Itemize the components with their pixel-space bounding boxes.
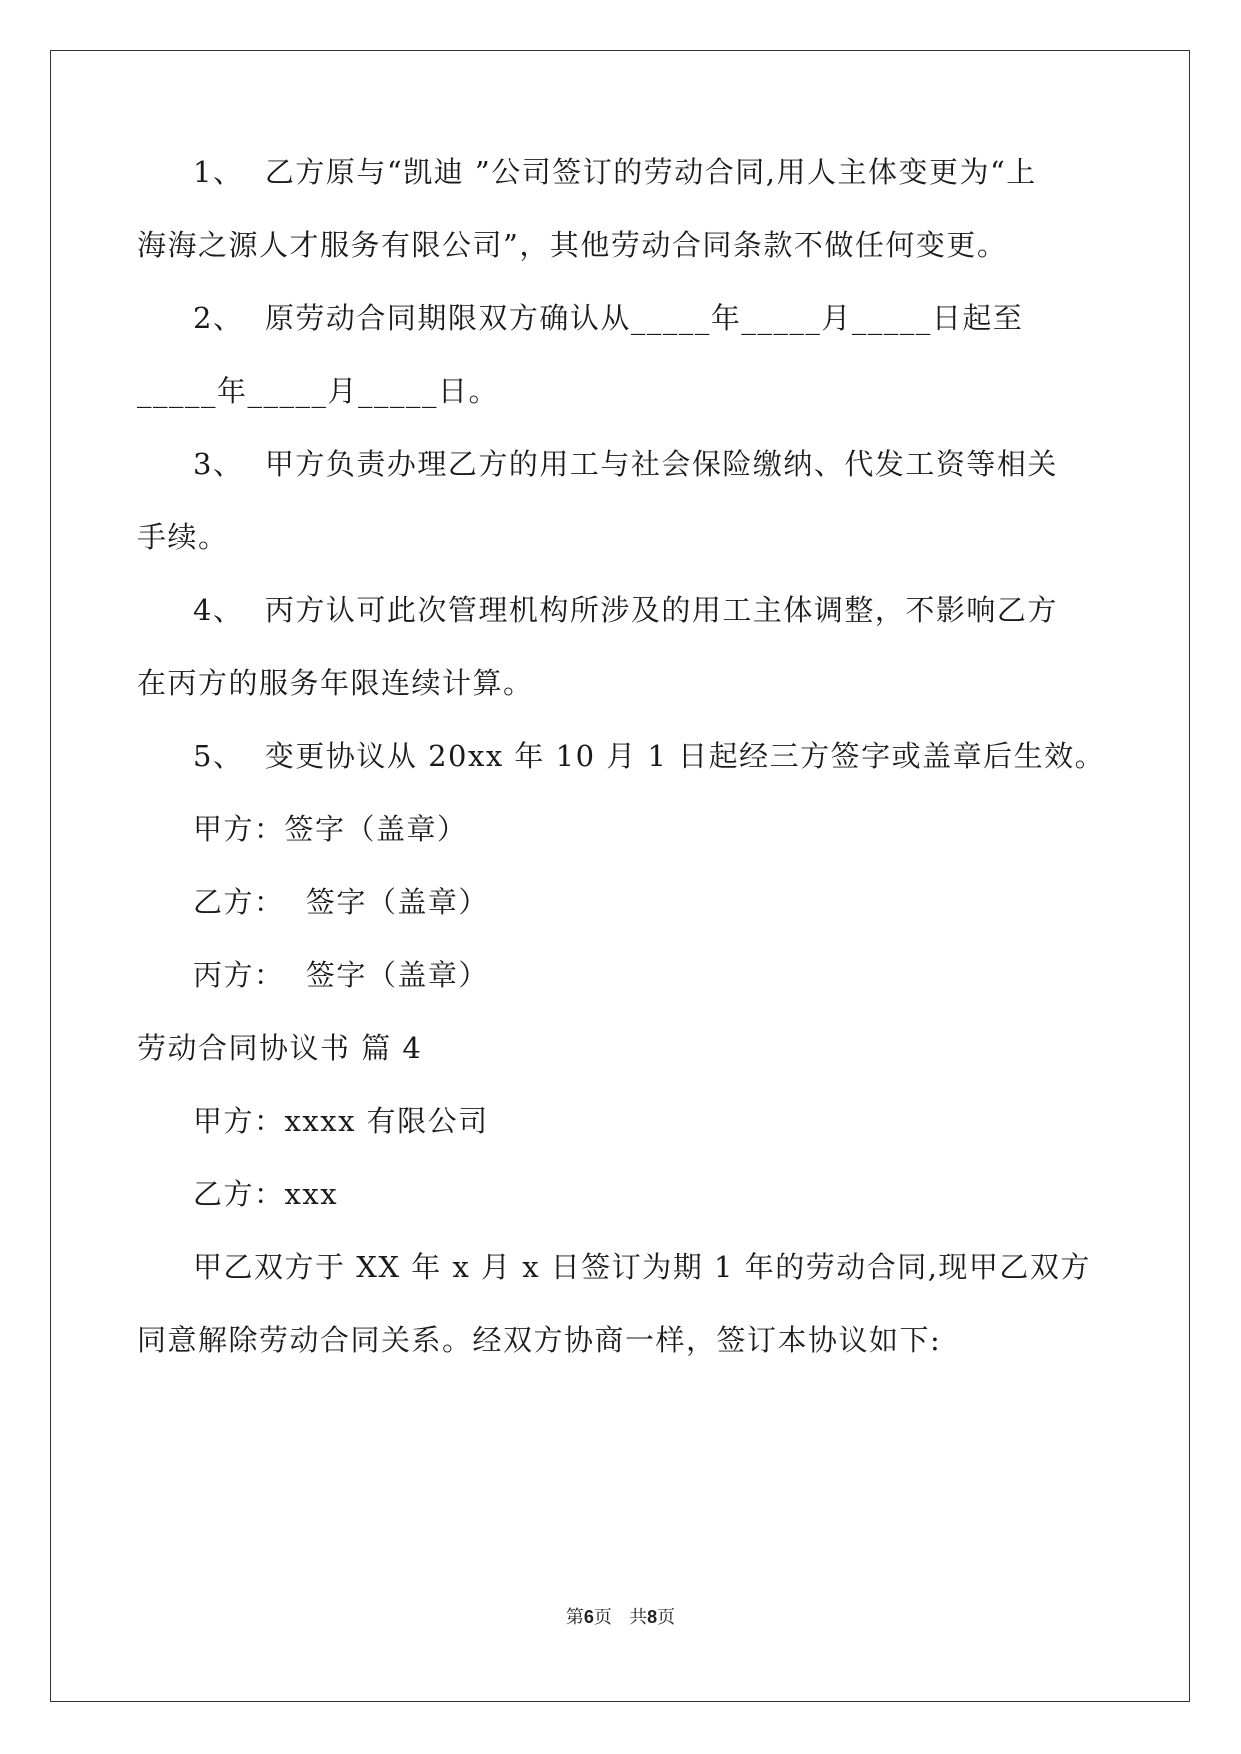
paragraph-4-line-2: 在丙方的服务年限连续计算。: [137, 666, 534, 700]
footer-middle: 页 共: [593, 1607, 648, 1628]
paragraph-2-line-2: _____年_____月_____日。: [137, 374, 500, 408]
agreement-paragraph-line-2: 同意解除劳动合同关系。经双方协商一样，签订本协议如下:: [137, 1323, 942, 1357]
party-b-line: 乙方：xxx: [193, 1177, 339, 1211]
paragraph-1-line-2: 海海之源人才服务有限公司”，其他劳动合同条款不做任何变更。: [137, 228, 1008, 262]
paragraph-1-line-1: 1、 乙方原与“凯迪 ”公司签订的劳动合同,用人主体变更为“上: [193, 155, 1037, 189]
signature-party-a: 甲方：签字（盖章）: [193, 812, 468, 846]
paragraph-3-line-2: 手续。: [137, 520, 229, 554]
paragraph-3-line-1: 3、 甲方负责办理乙方的用工与社会保险缴纳、代发工资等相关: [193, 447, 1058, 481]
page-footer: [0, 1605, 1241, 1630]
paragraph-5: 5、 变更协议从 20xx 年 10 月 1 日起经三方签字或盖章后生效。: [193, 739, 1106, 773]
paragraph-2-line-1: 2、 原劳动合同期限双方确认从_____年_____月_____日起至: [193, 301, 1024, 335]
section-heading: 劳动合同协议书 篇 4: [137, 1031, 423, 1065]
footer-current-page: 6: [583, 1607, 594, 1627]
signature-party-b: 乙方： 签字（盖章）: [193, 885, 489, 919]
footer-total-pages: 8: [647, 1607, 658, 1627]
party-a-line: 甲方：xxxx 有限公司: [193, 1104, 489, 1138]
footer-prefix: 第: [565, 1607, 584, 1628]
footer-suffix: 页: [657, 1607, 676, 1628]
signature-party-c: 丙方： 签字（盖章）: [193, 958, 489, 992]
agreement-paragraph-line-1: 甲乙双方于 XX 年 x 月 x 日签订为期 1 年的劳动合同,现甲乙双方: [193, 1250, 1091, 1284]
paragraph-4-line-1: 4、 丙方认可此次管理机构所涉及的用工主体调整，不影响乙方: [193, 593, 1058, 627]
